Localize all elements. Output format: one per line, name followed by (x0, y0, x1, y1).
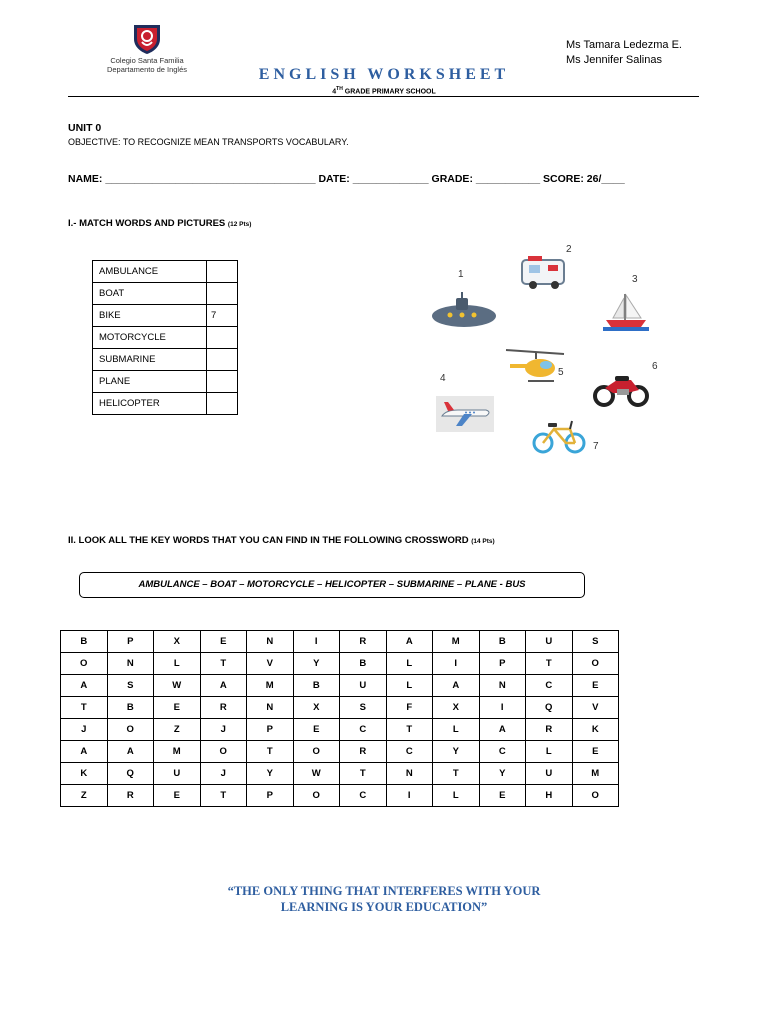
grid-letter[interactable]: C (526, 675, 573, 697)
grid-row (61, 719, 619, 741)
grid-letter[interactable]: J (200, 719, 247, 741)
grid-letter[interactable]: A (107, 741, 154, 763)
grid-letter[interactable]: T (340, 763, 387, 785)
grid-letter[interactable]: J (200, 763, 247, 785)
grid-letter[interactable]: F (386, 697, 433, 719)
grid-letter[interactable]: O (572, 785, 619, 807)
match-answer-box[interactable] (207, 283, 238, 305)
grid-letter[interactable]: A (61, 675, 108, 697)
match-answer-box[interactable] (207, 349, 238, 371)
grid-letter[interactable]: Y (247, 763, 294, 785)
match-answer-box[interactable]: 7 (207, 305, 238, 327)
key-word-list: AMBULANCE – BOAT – MOTORCYCLE – HELICOPTER – SUBMARINE – PLANE - BUS (79, 572, 585, 598)
school-shield-icon (130, 22, 164, 56)
airplane-icon (436, 396, 494, 432)
match-answer-box[interactable] (207, 393, 238, 415)
grid-letter[interactable]: M (247, 675, 294, 697)
grid-letter[interactable]: L (154, 653, 201, 675)
grid-letter[interactable]: W (154, 675, 201, 697)
grid-letter[interactable]: I (293, 631, 340, 653)
grid-letter[interactable]: N (247, 697, 294, 719)
picture-number-2: 2 (566, 244, 572, 255)
grid-letter[interactable]: O (293, 785, 340, 807)
ambulance-icon (519, 254, 569, 292)
helicopter-icon (502, 344, 568, 388)
match-word: BOAT (93, 283, 207, 305)
grid-letter[interactable]: R (526, 719, 573, 741)
grid-letter[interactable]: O (293, 741, 340, 763)
grid-letter[interactable]: S (572, 631, 619, 653)
grid-letter[interactable]: K (61, 763, 108, 785)
unit-label: UNIT 0 (68, 122, 102, 134)
grid-letter[interactable]: Y (479, 763, 526, 785)
grid-letter[interactable]: U (154, 763, 201, 785)
grid-letter[interactable]: Z (154, 719, 201, 741)
grid-letter[interactable]: A (433, 675, 480, 697)
grid-letter[interactable]: N (107, 653, 154, 675)
grid-letter[interactable]: M (433, 631, 480, 653)
picture-number-5: 5 (558, 367, 564, 378)
grid-letter[interactable]: H (526, 785, 573, 807)
quote-line-1: “THE ONLY THING THAT INTERFERES WITH YOUR (227, 884, 541, 898)
student-info-line: NAME: ____________________________________ DATE: _____________ GRADE: ___________ SCORE: 26/____ (68, 173, 625, 185)
grid-letter[interactable]: E (154, 785, 201, 807)
grid-letter[interactable]: N (386, 763, 433, 785)
grid-letter[interactable]: X (293, 697, 340, 719)
grid-letter[interactable]: Y (433, 741, 480, 763)
section-1-heading: I.- MATCH WORDS AND PICTURES (68, 218, 226, 229)
picture-number-3: 3 (632, 274, 638, 285)
grid-row (61, 675, 619, 697)
grid-letter[interactable]: E (572, 741, 619, 763)
sailboat-icon (601, 290, 651, 334)
grid-letter[interactable]: E (200, 631, 247, 653)
grid-row (61, 763, 619, 785)
grid-row (61, 631, 619, 653)
picture-number-4: 4 (440, 373, 446, 384)
grid-letter[interactable]: M (154, 741, 201, 763)
match-word: PLANE (93, 371, 207, 393)
match-row (93, 261, 238, 283)
grid-letter[interactable]: R (340, 631, 387, 653)
department-name: Departamento de Inglés (106, 65, 188, 74)
grid-letter[interactable]: A (386, 631, 433, 653)
grid-letter[interactable]: E (479, 785, 526, 807)
match-word: SUBMARINE (93, 349, 207, 371)
grid-letter[interactable]: L (433, 719, 480, 741)
grid-letter[interactable]: X (433, 697, 480, 719)
grid-letter[interactable]: Y (293, 653, 340, 675)
match-row (93, 327, 238, 349)
grid-letter[interactable]: W (293, 763, 340, 785)
grid-letter[interactable]: L (433, 785, 480, 807)
grid-letter[interactable]: I (479, 697, 526, 719)
grid-row (61, 741, 619, 763)
grid-letter[interactable]: T (61, 697, 108, 719)
match-word: MOTORCYCLE (93, 327, 207, 349)
grid-letter[interactable]: R (340, 741, 387, 763)
grid-letter[interactable]: X (154, 631, 201, 653)
section-2-heading: II. LOOK ALL THE KEY WORDS THAT YOU CAN FIND IN THE FOLLOWING CROSSWORD (68, 535, 469, 546)
school-name: Colegio Santa Familia (110, 56, 184, 65)
match-word: HELICOPTER (93, 393, 207, 415)
grid-letter[interactable]: O (107, 719, 154, 741)
grid-letter[interactable]: L (386, 653, 433, 675)
match-answer-box[interactable] (207, 261, 238, 283)
grid-letter[interactable]: T (200, 785, 247, 807)
quote-line-2: LEARNING IS YOUR EDUCATION” (280, 900, 488, 914)
grid-letter[interactable]: T (526, 653, 573, 675)
grid-letter[interactable]: E (293, 719, 340, 741)
worksheet-title: ENGLISH WORKSHEET (258, 66, 510, 83)
match-word: BIKE (93, 305, 207, 327)
grid-letter[interactable]: T (247, 741, 294, 763)
grid-letter[interactable]: O (200, 741, 247, 763)
grid-letter[interactable]: J (61, 719, 108, 741)
grid-letter[interactable]: T (433, 763, 480, 785)
match-row (93, 283, 238, 305)
grid-letter[interactable]: I (386, 785, 433, 807)
grid-letter[interactable]: C (479, 741, 526, 763)
grid-letter[interactable]: E (154, 697, 201, 719)
grid-letter[interactable]: C (340, 719, 387, 741)
grid-letter[interactable]: O (61, 653, 108, 675)
section-1-points: (12 Pts) (227, 221, 252, 228)
grid-letter[interactable]: U (526, 763, 573, 785)
teacher-1: Ms Tamara Ledezma E. (566, 39, 682, 51)
grid-letter[interactable]: K (572, 719, 619, 741)
grid-letter[interactable]: A (200, 675, 247, 697)
grid-letter[interactable]: E (572, 675, 619, 697)
grid-letter[interactable]: P (247, 719, 294, 741)
grid-letter[interactable]: Q (107, 763, 154, 785)
grid-letter[interactable]: S (340, 697, 387, 719)
match-row (93, 371, 238, 393)
section-1-title (68, 218, 251, 229)
grade-text: GRADE PRIMARY SCHOOL (342, 88, 436, 96)
match-table (92, 260, 238, 415)
grid-letter[interactable]: S (107, 675, 154, 697)
grid-letter[interactable]: Q (526, 697, 573, 719)
grid-letter[interactable]: T (200, 653, 247, 675)
teacher-names (566, 38, 682, 68)
teacher-2: Ms Jennifer Salinas (566, 54, 662, 66)
objective-text: OBJECTIVE: TO RECOGNIZE MEAN TRANSPORTS VOCABULARY. (68, 137, 349, 147)
match-answer-box[interactable] (207, 371, 238, 393)
grid-row (61, 697, 619, 719)
grid-letter[interactable]: N (479, 675, 526, 697)
grid-letter[interactable]: O (572, 653, 619, 675)
grid-letter[interactable]: M (572, 763, 619, 785)
grade-suffix: TH (336, 86, 343, 92)
grade-subtitle (0, 86, 768, 95)
grid-letter[interactable]: N (247, 631, 294, 653)
match-answer-box[interactable] (207, 327, 238, 349)
picture-number-1: 1 (458, 269, 464, 280)
grid-letter[interactable]: V (572, 697, 619, 719)
grid-letter[interactable]: B (61, 631, 108, 653)
grade-number: 4 (332, 88, 337, 96)
closing-quote (0, 883, 768, 915)
section-2-points: (14 Pts) (471, 538, 495, 545)
grid-row (61, 785, 619, 807)
match-row (93, 305, 238, 327)
grid-letter[interactable]: A (479, 719, 526, 741)
grid-letter[interactable]: I (433, 653, 480, 675)
grid-letter[interactable]: L (526, 741, 573, 763)
submarine-icon (428, 290, 500, 332)
grid-letter[interactable]: B (107, 697, 154, 719)
word-search-grid (60, 630, 619, 807)
grid-letter[interactable]: P (107, 631, 154, 653)
grid-letter[interactable]: U (340, 675, 387, 697)
grid-letter[interactable]: P (247, 785, 294, 807)
grid-letter[interactable]: R (107, 785, 154, 807)
grid-letter[interactable]: R (200, 697, 247, 719)
grid-row (61, 653, 619, 675)
grid-letter[interactable]: A (61, 741, 108, 763)
grid-letter[interactable]: L (386, 675, 433, 697)
grid-letter[interactable]: B (479, 631, 526, 653)
grid-letter[interactable]: C (386, 741, 433, 763)
grid-letter[interactable]: U (526, 631, 573, 653)
header-divider (68, 96, 699, 97)
bicycle-icon (532, 415, 586, 455)
grid-letter[interactable]: B (340, 653, 387, 675)
match-row (93, 349, 238, 371)
grid-letter[interactable]: C (340, 785, 387, 807)
grid-letter[interactable]: B (293, 675, 340, 697)
transport-pictures (425, 240, 675, 470)
grid-letter[interactable]: P (479, 653, 526, 675)
motorcycle-icon (591, 366, 651, 408)
picture-number-7: 7 (593, 441, 599, 452)
section-2-title (68, 535, 495, 546)
picture-number-6: 6 (652, 361, 658, 372)
match-row (93, 393, 238, 415)
grid-letter[interactable]: V (247, 653, 294, 675)
grid-letter[interactable]: Z (61, 785, 108, 807)
match-word: AMBULANCE (93, 261, 207, 283)
grid-letter[interactable]: T (386, 719, 433, 741)
